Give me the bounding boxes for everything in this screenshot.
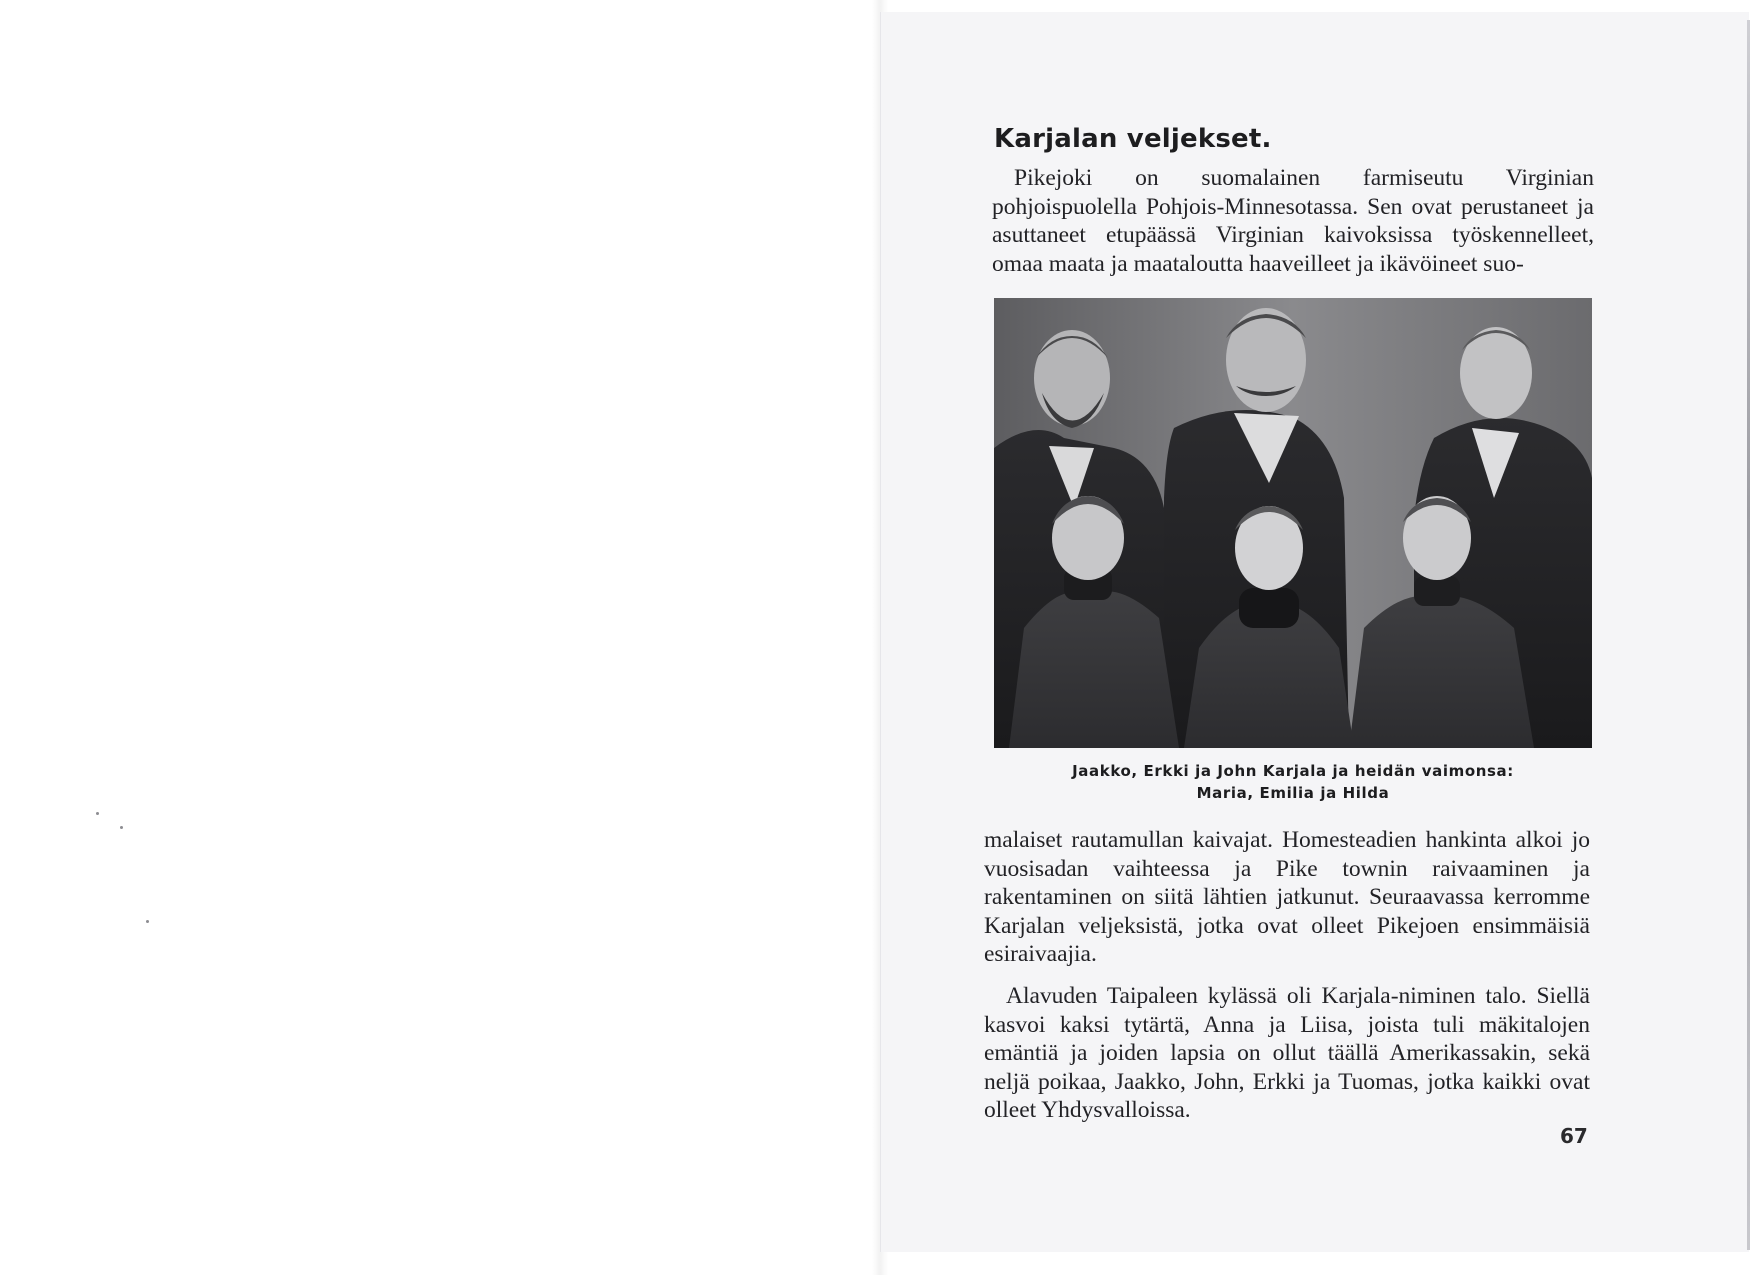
section-heading: Karjalan veljekset. [994, 124, 1272, 154]
photo-caption [994, 760, 1592, 804]
caption-line-2: Maria, Emilia ja Hilda [1196, 784, 1390, 802]
group-portrait-illustration [994, 298, 1592, 748]
paragraph-karjala-family: Alavuden Taipaleen kylässä oli Karjala-niminen talo. Siellä kasvoi kaksi tytärtä, Anna ja Liisa, joista tuli mäkitalojen emäntiä ja joiden lapsia on ollut täällä Amerikassakin, sekä neljä poikaa, Jaakko, John, Erkki ja Tuomas, jotka kaikki ovat olleet Yhdysvalloissa. [984, 983, 1590, 1123]
paper-speck [146, 920, 149, 923]
caption-line-1: Jaakko, Erkki ja John Karjala ja heidän vaimonsa: [1072, 762, 1514, 780]
family-photograph [994, 298, 1592, 748]
paragraph-continued: malaiset rautamullan kaivajat. Homesteadien hankinta alkoi jo vuosisadan vaihteessa ja Pike townin raivaaminen ja rakentaminen on siitä lähtien jatkunut. Seuraavassa kerromme Karjalan veljeksistä, jotka ovat olleet Pikejoen ensimmäisiä esiraivaajia. [984, 827, 1590, 967]
paper-speck [120, 826, 123, 829]
paper-speck [96, 812, 99, 815]
page-number: 67 [1560, 1124, 1588, 1148]
paragraph-intro: Pikejoki on suomalainen farmiseutu Virginian pohjoispuolella Pohjois-Minnesotassa. Sen ovat perustaneet ja asuttaneet etupäässä Virginian kaivoksissa työskennelleet, omaa maata ja maataloutta haaveilleet ja ikävöineet suo- [992, 165, 1594, 277]
